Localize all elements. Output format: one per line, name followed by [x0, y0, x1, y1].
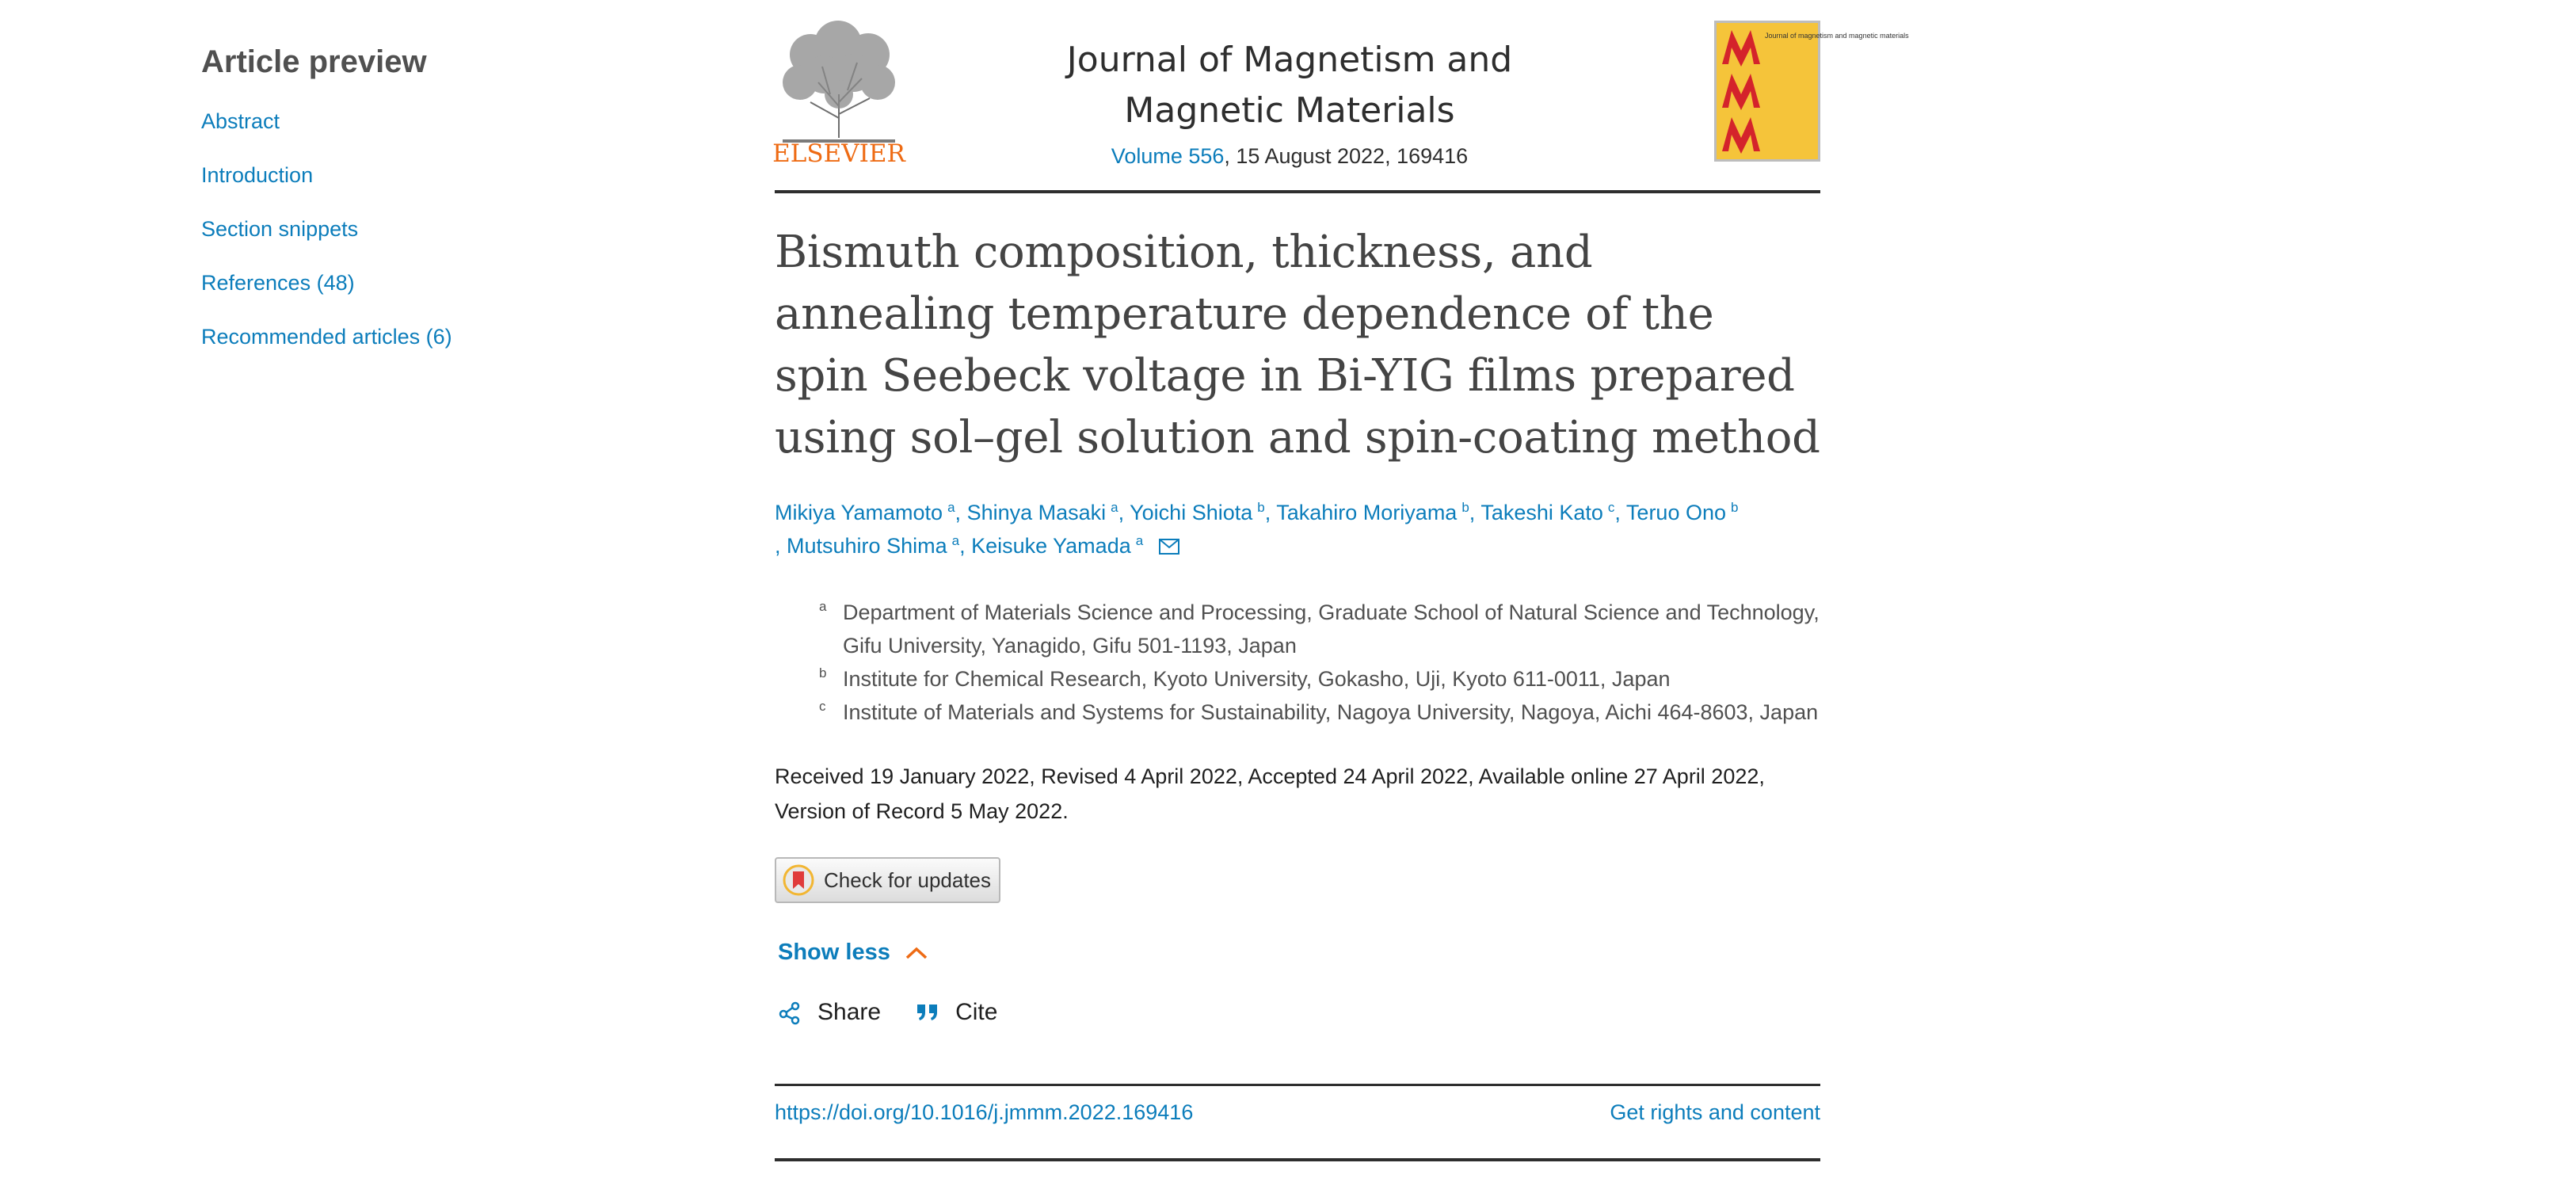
chevron-up-icon [905, 946, 928, 960]
email-icon[interactable] [1159, 531, 1179, 564]
author-link[interactable]: Takahiro Moriyama $^b$ [1276, 500, 1469, 524]
outline-link-introduction[interactable]: Introduction [201, 163, 314, 187]
outline-link-recommended-articles[interactable]: Recommended articles (6) [201, 325, 452, 349]
article-actions [775, 999, 1820, 1026]
quote-icon [916, 1002, 939, 1023]
author-list: Mikiya Yamamoto $^a$, Shinya Masaki $^a$, Yoichi Shiota $^b$, Takahiro Moriyama $^b$, Takeshi Kato $^c$, Teruo Ono $^b$ , Mutsuhiro Shima $^a$, Keisuke Yamada $^a$ [775, 496, 1820, 564]
volume-link[interactable]: Volume 556 [1111, 144, 1225, 168]
affiliation-letter: a [819, 599, 827, 614]
author-link[interactable]: Keisuke Yamada $^a$ [971, 533, 1144, 558]
journal-info [989, 35, 1591, 169]
author-link[interactable]: Mutsuhiro Shima $^a$ [787, 533, 960, 558]
check-for-updates-label: Check for updates [824, 867, 992, 892]
cover-caption: Journal of magnetism and magnetic materials [1765, 32, 1909, 40]
journal-issue-info [989, 144, 1591, 169]
affiliation-item [819, 596, 1820, 662]
author-link[interactable]: Takeshi Kato $^c$ [1480, 500, 1615, 524]
author-link[interactable]: Mikiya Yamamoto $^a$ [775, 500, 955, 524]
journal-cover-icon [1714, 21, 1909, 162]
cite-label: Cite [955, 999, 998, 1025]
article-outline-sidebar [201, 44, 645, 376]
affiliation-text: Institute of Materials and Systems for Sustainability, Nagoya University, Nagoya, Aichi 464-8603, Japan [843, 700, 1819, 724]
show-less-label: Show less [778, 940, 890, 965]
share-icon [778, 1001, 802, 1024]
journal-cover-image[interactable] [1714, 21, 1909, 162]
crossmark-icon [783, 864, 814, 896]
article-history: Received 19 January 2022, Revised 4 April 2022, Accepted 24 April 2022, Available online 27 April 2022, Version of Record 5 May 2022. [775, 764, 1765, 823]
doi-link[interactable]: https://doi.org/10.1016/j.jmmm.2022.169416 [775, 1100, 1194, 1124]
outline-link-references[interactable]: References (48) [201, 271, 355, 295]
affiliation-text: Institute for Chemical Research, Kyoto University, Gokasho, Uji, Kyoto 611-0011, Japan [843, 667, 1671, 691]
publisher-wordmark: ELSEVIER [772, 139, 905, 168]
share-button[interactable] [778, 999, 881, 1026]
journal-header [772, 19, 1909, 193]
doi-bar [775, 1084, 1820, 1161]
article-title: Bismuth composition, thickness, and annealing temperature dependence of the spin Seebeck voltage in Bi-YIG films prepared using sol–gel solution and spin-coating method [775, 227, 1820, 463]
author-link[interactable]: Yoichi Shiota $^b$ [1130, 500, 1265, 524]
elsevier-logo[interactable] [772, 19, 905, 168]
affiliation-item [819, 662, 1820, 696]
article-main [775, 222, 1820, 1124]
show-less-toggle[interactable] [778, 940, 1820, 966]
outline-list [201, 107, 645, 376]
issue-details: , 15 August 2022, 169416 [1224, 144, 1469, 168]
affiliation-letter: b [819, 665, 827, 680]
cite-button[interactable] [916, 999, 997, 1026]
affiliation-list [819, 596, 1820, 729]
get-rights-link[interactable]: Get rights and content [1610, 1100, 1820, 1124]
check-for-updates-button[interactable] [775, 857, 1000, 903]
share-label: Share [817, 999, 882, 1025]
author-link[interactable]: Teruo Ono $^b$ [1625, 500, 1739, 524]
outline-link-section-snippets[interactable]: Section snippets [201, 217, 359, 241]
outline-link-abstract[interactable]: Abstract [201, 109, 280, 133]
affiliation-letter: c [819, 699, 826, 714]
elsevier-tree-icon [772, 19, 905, 168]
author-link[interactable]: Shinya Masaki $^a$ [966, 500, 1118, 524]
sidebar-title: Article preview [201, 44, 427, 79]
affiliation-item [819, 696, 1820, 729]
affiliation-text: Department of Materials Science and Processing, Graduate School of Natural Science and Technology, Gifu University, Yanagido, Gifu 501-1193, Japan [843, 600, 1820, 658]
journal-title[interactable]: Journal of Magnetism and Magnetic Materials [1066, 40, 1513, 131]
